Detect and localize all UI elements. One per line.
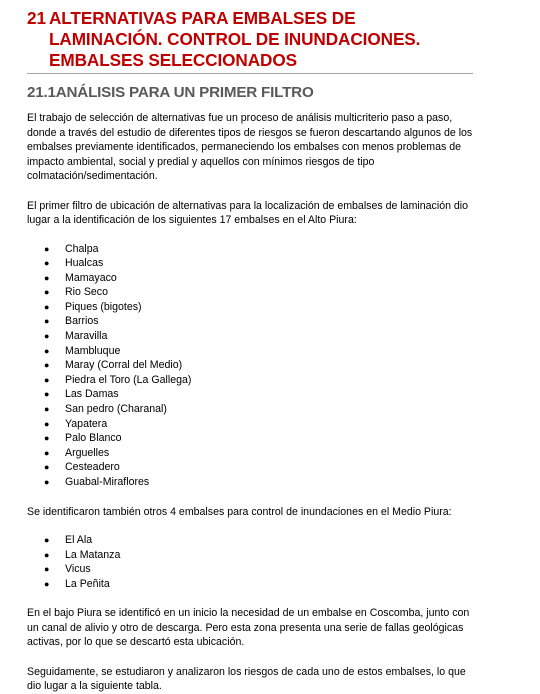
list-item [27,417,473,432]
list-item [27,577,473,592]
list-item-label: Maray (Corral del Medio) [65,359,183,372]
bullet-icon: ● [44,578,50,589]
list-item [27,329,473,344]
paragraph-medio-piura: Se identificaron también otros 4 embalses para control de inundaciones en el Medio Piura: [27,505,452,518]
list-item-label: Mamayaco [65,271,117,284]
bullet-icon: ● [44,433,50,444]
list-item [27,285,473,300]
list-item-label: Maravilla [65,330,108,343]
list-item [27,446,473,461]
bullet-icon: ● [44,404,50,415]
paragraph-bajo-piura: En el bajo Piura se identificó en un inicio la necesidad de un embalse en Coscomba, junto con un canal de alivio y otro de descarga. Pero esta zona presenta una serie de fallas geológicas activas, por lo que se descartó esta ubicación. [27,607,470,649]
medio-piura-list [27,533,473,591]
bullet-icon: ● [44,316,50,327]
list-item-label: La Matanza [65,548,121,561]
bullet-icon: ● [44,258,50,269]
bullet-icon: ● [44,331,50,342]
list-item-label: Piedra el Toro (La Gallega) [65,373,192,386]
list-item-label: Guabal-Miraflores [65,476,150,488]
document-page [27,8,473,694]
bullet-icon: ● [44,272,50,283]
list-item-label: Vicus [65,563,91,576]
list-item-label: San pedro (Charanal) [65,403,167,416]
bullet-icon: ● [44,418,50,429]
list-item [27,344,473,359]
bullet-icon: ● [44,535,50,546]
list-item [27,431,473,446]
list-item [27,562,473,577]
list-item [27,387,473,402]
heading-1-text: ALTERNATIVAS PARA EMBALSES DE LAMINACIÓN. CONTROL DE INUNDACIONES. EMBALSES SELECCIONADOS [49,8,421,70]
list-item [27,460,473,475]
bullet-icon: ● [44,447,50,458]
bullet-icon: ● [44,374,50,385]
list-item-label: Arguelles [65,446,110,459]
list-item-label: Palo Blanco [65,432,122,445]
bullet-icon: ● [44,477,50,487]
bullet-icon: ● [44,360,50,371]
bullet-icon: ● [44,243,50,254]
list-item-label: La Peñita [65,577,110,590]
paragraph-intro: El trabajo de selección de alternativas fue un proceso de análisis multicriterio paso a paso, donde a través del estudio de diferentes tipos de riesgos se fueron descartando algunos de los embalses previamente identificados, permaneciendo los embalses con menos problemas de impacto ambiental, social y predial y aquellos con mínimos riesgos de tipo colmatación/sedimentación. [27,112,473,182]
list-item [27,256,473,271]
list-item-label: Barrios [65,315,99,328]
paragraph-alto-piura: El primer filtro de ubicación de alternativas para la localización de embalses de laminación dio lugar a la identificación de los siguientes 17 embalses en el Alto Piura: [27,199,469,226]
list-item-label: Mambluque [65,344,121,357]
list-item [27,300,473,315]
alto-piura-list [27,242,473,490]
list-item [27,548,473,563]
list-item-label: Chalpa [65,242,99,255]
list-item-label: Yapatera [65,417,108,430]
bullet-icon: ● [44,564,50,575]
list-item [27,271,473,286]
list-item [27,475,473,490]
bullet-icon: ● [44,462,50,473]
list-item [27,314,473,329]
list-item [27,242,473,257]
bullet-icon: ● [44,301,50,312]
heading-2: 21.1ANÁLISIS PARA UN PRIMER FILTRO [27,84,314,101]
list-item-label: Las Damas [65,388,119,401]
list-item-label: Cesteadero [65,461,120,474]
list-item [27,358,473,373]
heading-1 [27,8,473,74]
list-item [27,533,473,548]
list-item-label: Hualcas [65,257,104,270]
list-item-label: Rio Seco [65,286,108,299]
list-item-label: El Ala [65,534,93,547]
list-item-label: Piques (bigotes) [65,300,142,313]
list-item [27,402,473,417]
heading-1-number: 21 [27,8,46,28]
bullet-icon: ● [44,345,50,356]
bullet-icon: ● [44,389,50,400]
bullet-icon: ● [44,549,50,560]
bullet-icon: ● [44,287,50,298]
paragraph-conclusion: Seguidamente, se estudiaron y analizaron los riesgos de cada uno de estos embalses, lo que dio lugar a la siguiente tabla. [27,665,466,693]
list-item [27,373,473,388]
